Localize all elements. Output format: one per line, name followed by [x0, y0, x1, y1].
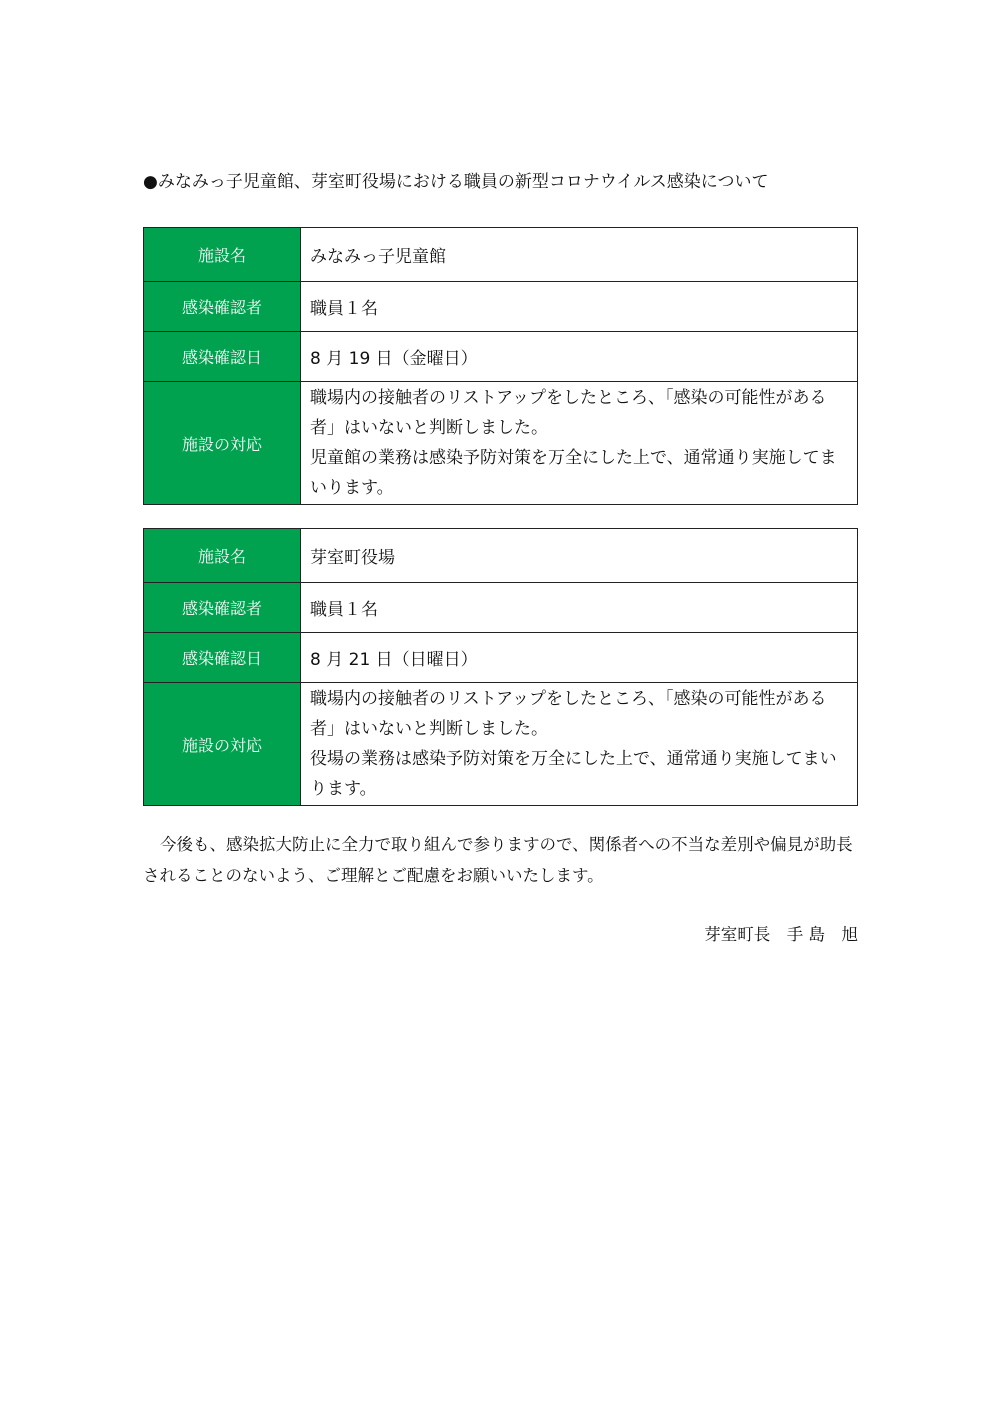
confirmed-persons-value: 職員１名: [301, 583, 858, 633]
table-row: [144, 228, 858, 282]
confirmed-date-label: 感染確認日: [144, 332, 301, 382]
table-row: [144, 382, 858, 505]
facility-response-label: 施設の対応: [144, 683, 301, 806]
confirmed-date-label: 感染確認日: [144, 633, 301, 683]
signature: 芽室町長 手 島 旭: [704, 925, 858, 944]
response-text-line-2: 児童館の業務は感染予防対策を万全にした上で、通常通り実施してまいります。: [310, 448, 837, 498]
facility-table: [143, 227, 858, 505]
closing-paragraph: 今後も、感染拡大防止に全力で取り組んで参りますので、関係者への不当な差別や偏見が助長されることのないよう、ご理解とご配慮をお願いいたします。: [143, 835, 853, 885]
table-row: [144, 282, 858, 332]
confirmed-persons-label: 感染確認者: [144, 583, 301, 633]
facility-response-label: 施設の対応: [144, 382, 301, 505]
page-title: ●みなみっ子児童館、芽室町役場における職員の新型コロナウイルス感染について: [143, 172, 769, 192]
table-row: [144, 332, 858, 382]
facility-name-value: みなみっ子児童館: [301, 228, 858, 282]
facility-table: [143, 528, 858, 806]
table-row: [144, 583, 858, 633]
facility-name-label: 施設名: [144, 228, 301, 282]
table-row: [144, 633, 858, 683]
facility-response-value: [301, 382, 858, 505]
confirmed-persons-label: 感染確認者: [144, 282, 301, 332]
facility-response-value: [301, 683, 858, 806]
response-text-line-1: 職場内の接触者のリストアップをしたところ、「感染の可能性がある者」はいないと判断しました。: [310, 388, 827, 438]
table-row: [144, 529, 858, 583]
confirmed-persons-value: 職員１名: [301, 282, 858, 332]
confirmed-date-value: 8 月 19 日（金曜日）: [301, 332, 858, 382]
response-text-line-2: 役場の業務は感染予防対策を万全にした上で、通常通り実施してまいります。: [310, 749, 837, 799]
facility-name-label: 施設名: [144, 529, 301, 583]
facility-name-value: 芽室町役場: [301, 529, 858, 583]
response-text-line-1: 職場内の接触者のリストアップをしたところ、「感染の可能性がある者」はいないと判断しました。: [310, 689, 827, 739]
confirmed-date-value: 8 月 21 日（日曜日）: [301, 633, 858, 683]
table-row: [144, 683, 858, 806]
